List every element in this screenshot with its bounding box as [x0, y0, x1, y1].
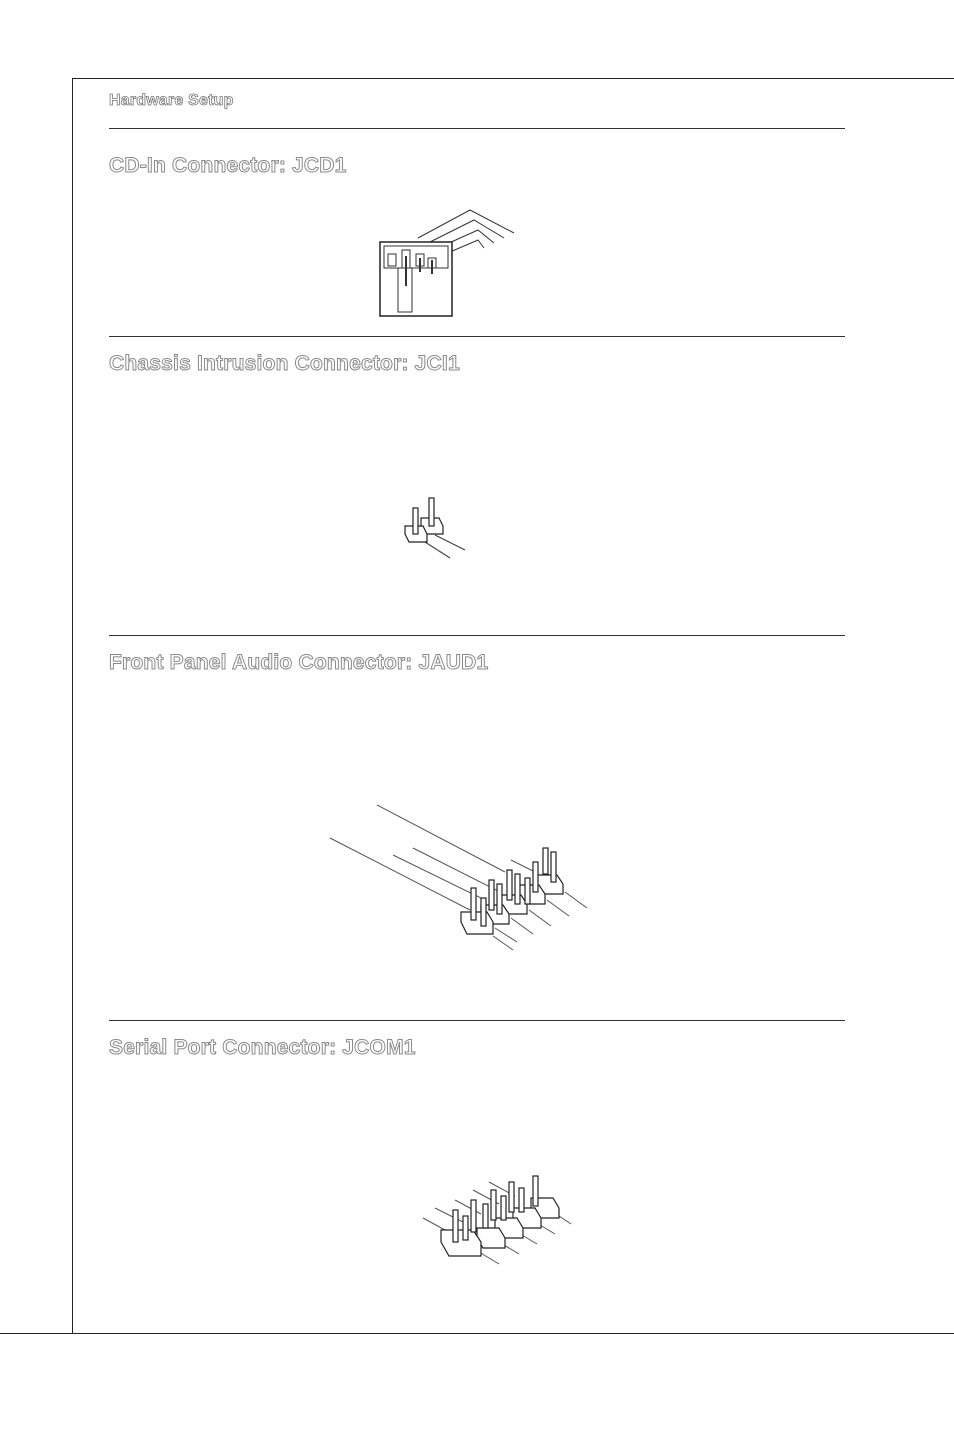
header-rule — [109, 128, 845, 129]
section-rule-3 — [109, 635, 845, 636]
cd-in-connector-icon — [370, 200, 530, 325]
serial-port-connector-icon — [415, 1170, 580, 1270]
frame-top-line — [72, 78, 954, 79]
running-header: Hardware Setup — [109, 92, 234, 109]
section-title-jaud1: Front Panel Audio Connector: JAUD1 — [109, 651, 489, 674]
section-title-jcom1: Serial Port Connector: JCOM1 — [109, 1036, 416, 1059]
frame-left-line — [72, 78, 73, 1334]
section-title-jci1: Chassis Intrusion Connector: JCI1 — [109, 352, 460, 375]
front-panel-audio-connector-icon — [325, 800, 600, 955]
chassis-intrusion-connector-icon — [395, 490, 475, 565]
section-rule-2 — [109, 336, 845, 337]
frame-bottom-line — [0, 1333, 954, 1334]
section-title-jcd1: CD-In Connector: JCD1 — [109, 154, 347, 177]
section-rule-4 — [109, 1020, 845, 1021]
